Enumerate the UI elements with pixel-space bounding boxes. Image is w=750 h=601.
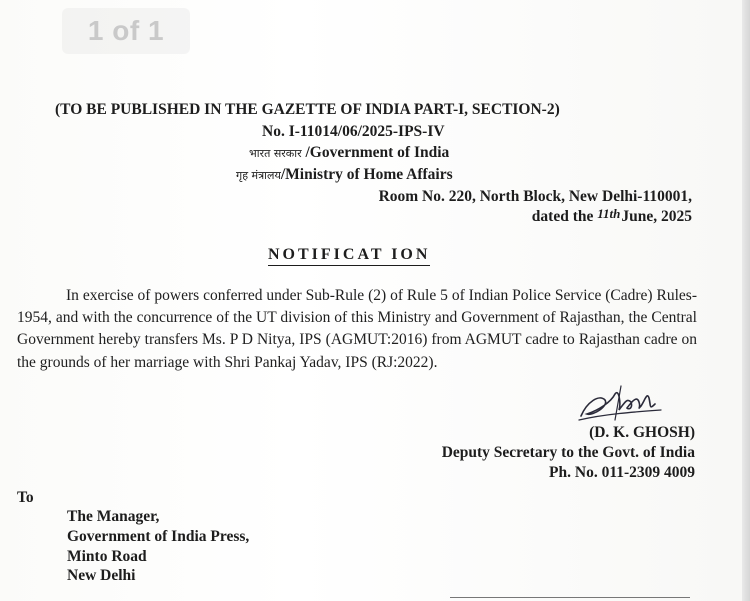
recipient-line-3: Minto Road (67, 548, 147, 565)
address-line: Room No. 220, North Block, New Delhi-110001, (378, 188, 692, 205)
ministry-hindi: गृह मंत्रालय (236, 169, 281, 182)
ministry-english: /Ministry of Home Affairs (280, 166, 453, 183)
signatory-name: (D. K. GHOSH) (589, 424, 695, 441)
notification-title: NOTIFICAT ION (268, 246, 430, 266)
signatory-phone: Ph. No. 011-2309 4009 (549, 464, 695, 481)
recipient-line-2: Government of India Press, (67, 528, 250, 545)
gazette-line: (TO BE PUBLISHED IN THE GAZETTE OF INDIA PART-I, SECTION-2) (55, 101, 560, 118)
recipient-line-4: New Delhi (67, 567, 136, 584)
recipient-line-1: The Manager, (67, 508, 160, 525)
ministry-line (236, 166, 453, 184)
page-edge-shadow (742, 0, 750, 601)
dated-prefix: dated the (531, 208, 598, 225)
govt-line (249, 144, 449, 162)
signatory-designation: Deputy Secretary to the Govt. of India (441, 444, 695, 461)
dated-line (532, 206, 692, 226)
dated-suffix: June, 2025 (621, 208, 692, 225)
govt-hindi: भारत सरकार (249, 147, 302, 160)
handwritten-signature (575, 380, 665, 426)
govt-english: /Government of India (301, 144, 450, 161)
file-number: No. I-11014/06/2025-IPS-IV (262, 123, 445, 140)
dated-day-handwritten: 11th (597, 206, 621, 221)
page-indicator: 1 of 1 (62, 8, 190, 54)
to-label: To (17, 489, 34, 506)
bottom-divider (450, 597, 690, 598)
notification-body: In exercise of powers conferred under Sub-Rule (2) of Rule 5 of Indian Police Service (Cadre) Rules-1954, and with the concurrence of the UT division of this Ministry and Government of Rajasthan, the Central Government hereby transfers Ms. P D Nitya, IPS (AGMUT:2016) from AGMUT cadre to Rajasthan cadre on the grounds of her marriage with Shri Pankaj Yadav, IPS (RJ:2022). (17, 287, 697, 371)
